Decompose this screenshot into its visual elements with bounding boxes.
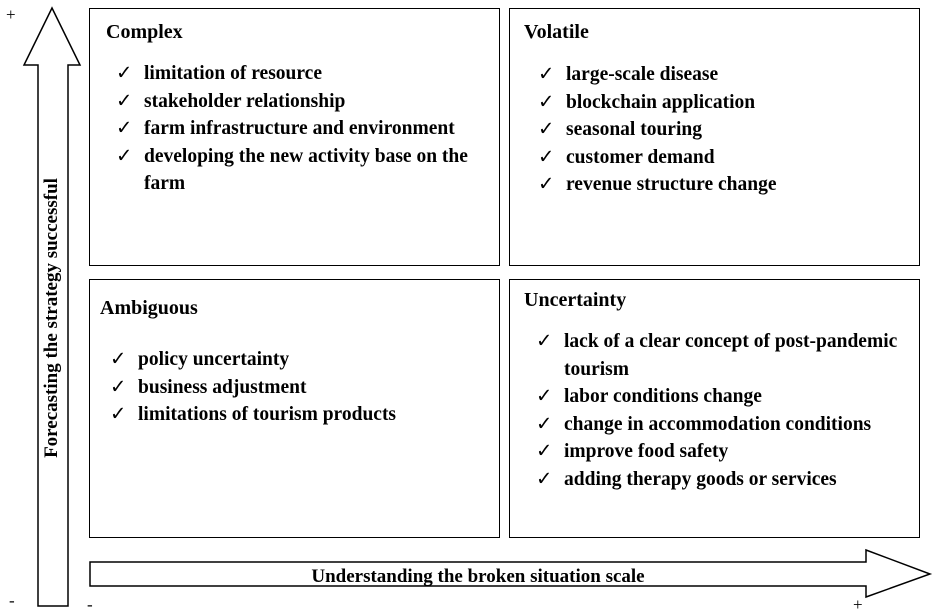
list-item — [538, 61, 913, 89]
list-item-text: policy uncertainty — [138, 349, 290, 370]
quadrant-volatile — [509, 8, 920, 266]
list-item-text: change in accommodation conditions — [564, 413, 872, 435]
vertical-axis-minus-sign: - — [9, 591, 15, 610]
list-item — [538, 116, 913, 144]
check-icon: ✓ — [110, 376, 127, 398]
quadrant-uncertainty — [509, 279, 920, 538]
list-item — [536, 411, 916, 439]
quadrant-title: Uncertainty — [524, 289, 627, 311]
list-item — [116, 60, 491, 88]
vertical-axis-label: Forecasting the strategy successful — [41, 178, 62, 458]
list-item-text: developing the new activity base on the farm — [144, 145, 468, 194]
check-icon: ✓ — [110, 404, 127, 425]
check-icon: ✓ — [110, 349, 127, 370]
list-item-text: blockchain application — [566, 91, 756, 113]
horizontal-axis-minus-sign: - — [87, 595, 93, 614]
list-item-text: adding therapy goods or services — [564, 468, 837, 490]
horizontal-axis-label: Understanding the broken situation scale — [311, 566, 645, 587]
list-item-text: customer demand — [566, 146, 715, 168]
list-item-text: lack of a clear concept of post-pandemic tourism — [564, 331, 898, 380]
horizontal-axis-plus-sign: + — [853, 595, 863, 614]
vertical-axis-plus-sign: + — [6, 5, 16, 24]
quadrant-title: Complex — [106, 21, 183, 43]
quadrant-item-list — [536, 328, 916, 493]
check-icon: ✓ — [538, 174, 555, 195]
list-item — [538, 89, 913, 117]
check-icon: ✓ — [538, 146, 555, 168]
list-item-text: farm infrastructure and environment — [144, 118, 455, 139]
list-item-text: limitation of resource — [144, 63, 322, 84]
check-icon: ✓ — [536, 331, 553, 352]
check-icon: ✓ — [116, 118, 133, 139]
list-item — [116, 115, 491, 143]
list-item-text: seasonal touring — [566, 119, 702, 140]
list-item-text: stakeholder relationship — [144, 90, 346, 112]
list-item — [110, 374, 490, 402]
check-icon: ✓ — [116, 145, 133, 167]
list-item-text: improve food safety — [564, 441, 729, 462]
check-icon: ✓ — [536, 441, 553, 462]
quadrant-item-list — [538, 61, 913, 199]
list-item — [536, 383, 916, 411]
list-item-text: limitations of tourism products — [138, 404, 397, 425]
list-item — [536, 328, 916, 383]
list-item — [538, 144, 913, 172]
check-icon: ✓ — [116, 90, 133, 112]
list-item-text: revenue structure change — [566, 174, 777, 195]
list-item — [116, 143, 491, 198]
list-item — [538, 171, 913, 199]
quadrant-title: Volatile — [524, 21, 589, 43]
list-item — [536, 438, 916, 466]
list-item — [110, 401, 490, 429]
check-icon: ✓ — [538, 119, 555, 140]
check-icon: ✓ — [536, 468, 553, 490]
quadrant-title: Ambiguous — [100, 297, 198, 319]
list-item-text: labor conditions change — [564, 386, 762, 407]
check-icon: ✓ — [538, 91, 555, 113]
quadrant-ambiguous — [89, 279, 500, 538]
quadrant-item-list — [116, 60, 491, 198]
check-icon: ✓ — [536, 386, 553, 407]
check-icon: ✓ — [116, 63, 133, 84]
check-icon: ✓ — [538, 64, 555, 85]
quadrant-item-list — [110, 346, 490, 429]
list-item-text: large-scale disease — [566, 64, 719, 85]
list-item — [536, 466, 916, 494]
list-item-text: business adjustment — [138, 376, 307, 398]
quadrant-complex — [89, 8, 500, 266]
check-icon: ✓ — [536, 413, 553, 435]
list-item — [110, 346, 490, 374]
list-item — [116, 88, 491, 116]
